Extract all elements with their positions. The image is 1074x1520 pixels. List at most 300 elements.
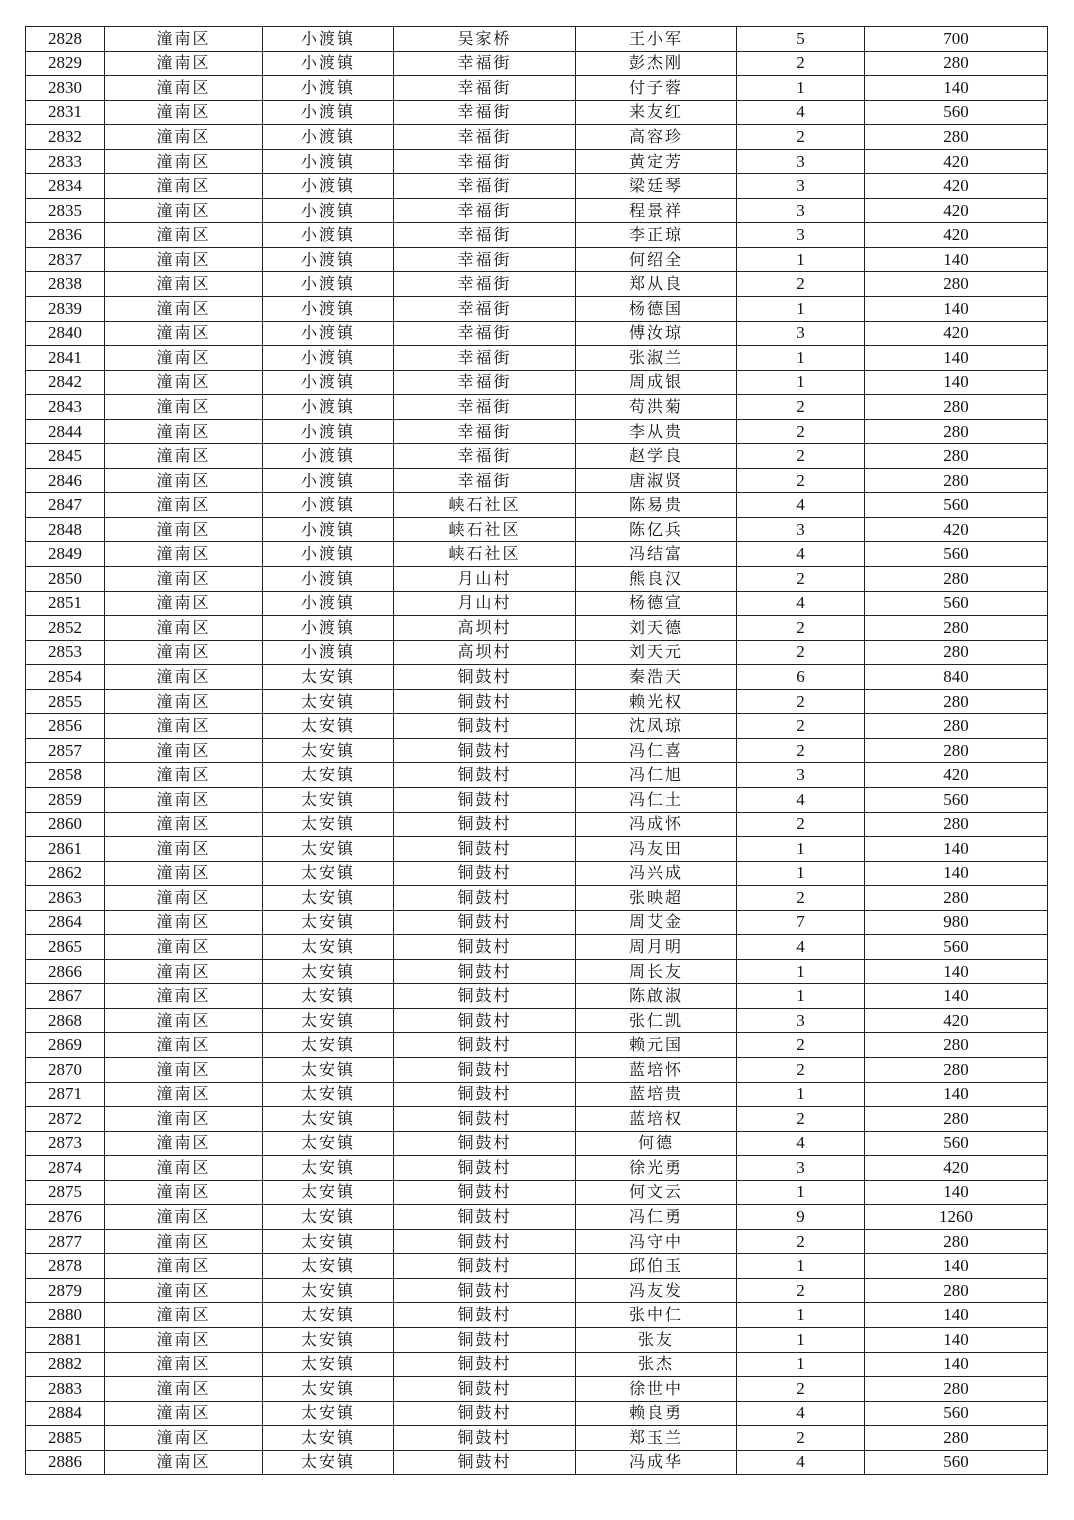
name-cell: 来友红 bbox=[576, 100, 737, 125]
district-cell: 潼南区 bbox=[105, 714, 263, 739]
name-cell: 徐世中 bbox=[576, 1377, 737, 1402]
amount-cell: 420 bbox=[865, 321, 1048, 346]
amount-cell: 140 bbox=[865, 984, 1048, 1009]
name-cell: 刘天元 bbox=[576, 640, 737, 665]
village-cell: 幸福街 bbox=[394, 321, 576, 346]
town-cell: 太安镇 bbox=[263, 1450, 394, 1475]
district-cell: 潼南区 bbox=[105, 247, 263, 272]
table-row bbox=[26, 763, 1048, 788]
data-table bbox=[25, 26, 1048, 1475]
household-size-cell: 2 bbox=[737, 567, 865, 592]
amount-cell: 420 bbox=[865, 1008, 1048, 1033]
district-cell: 潼南区 bbox=[105, 370, 263, 395]
district-cell: 潼南区 bbox=[105, 665, 263, 690]
town-cell: 太安镇 bbox=[263, 861, 394, 886]
name-cell: 蓝培权 bbox=[576, 1107, 737, 1132]
table-row bbox=[26, 591, 1048, 616]
village-cell: 幸福街 bbox=[394, 76, 576, 101]
name-cell: 高容珍 bbox=[576, 125, 737, 150]
village-cell: 幸福街 bbox=[394, 297, 576, 322]
village-cell: 铜鼓村 bbox=[394, 984, 576, 1009]
table-row bbox=[26, 125, 1048, 150]
district-cell: 潼南区 bbox=[105, 27, 263, 52]
name-cell: 刘天德 bbox=[576, 616, 737, 641]
row-number-cell: 2870 bbox=[26, 1057, 105, 1082]
table-row bbox=[26, 1352, 1048, 1377]
amount-cell: 420 bbox=[865, 149, 1048, 174]
amount-cell: 560 bbox=[865, 100, 1048, 125]
town-cell: 小渡镇 bbox=[263, 444, 394, 469]
town-cell: 小渡镇 bbox=[263, 198, 394, 223]
table-row bbox=[26, 1229, 1048, 1254]
name-cell: 梁廷琴 bbox=[576, 174, 737, 199]
name-cell: 何德 bbox=[576, 1131, 737, 1156]
village-cell: 铜鼓村 bbox=[394, 665, 576, 690]
row-number-cell: 2861 bbox=[26, 837, 105, 862]
household-size-cell: 1 bbox=[737, 1303, 865, 1328]
table-row bbox=[26, 1057, 1048, 1082]
amount-cell: 280 bbox=[865, 468, 1048, 493]
name-cell: 杨德宣 bbox=[576, 591, 737, 616]
household-size-cell: 2 bbox=[737, 1057, 865, 1082]
table-row bbox=[26, 689, 1048, 714]
amount-cell: 140 bbox=[865, 1254, 1048, 1279]
row-number-cell: 2851 bbox=[26, 591, 105, 616]
district-cell: 潼南区 bbox=[105, 1131, 263, 1156]
district-cell: 潼南区 bbox=[105, 223, 263, 248]
table-row bbox=[26, 297, 1048, 322]
row-number-cell: 2833 bbox=[26, 149, 105, 174]
district-cell: 潼南区 bbox=[105, 1377, 263, 1402]
village-cell: 铜鼓村 bbox=[394, 1229, 576, 1254]
village-cell: 幸福街 bbox=[394, 444, 576, 469]
district-cell: 潼南区 bbox=[105, 910, 263, 935]
town-cell: 小渡镇 bbox=[263, 223, 394, 248]
amount-cell: 420 bbox=[865, 517, 1048, 542]
amount-cell: 140 bbox=[865, 837, 1048, 862]
table-row bbox=[26, 1205, 1048, 1230]
table-row bbox=[26, 1156, 1048, 1181]
district-cell: 潼南区 bbox=[105, 616, 263, 641]
town-cell: 太安镇 bbox=[263, 1008, 394, 1033]
district-cell: 潼南区 bbox=[105, 1352, 263, 1377]
village-cell: 幸福街 bbox=[394, 346, 576, 371]
village-cell: 幸福街 bbox=[394, 100, 576, 125]
row-number-cell: 2849 bbox=[26, 542, 105, 567]
amount-cell: 280 bbox=[865, 738, 1048, 763]
household-size-cell: 3 bbox=[737, 1156, 865, 1181]
household-size-cell: 4 bbox=[737, 1401, 865, 1426]
row-number-cell: 2832 bbox=[26, 125, 105, 150]
household-size-cell: 1 bbox=[737, 297, 865, 322]
district-cell: 潼南区 bbox=[105, 1082, 263, 1107]
row-number-cell: 2871 bbox=[26, 1082, 105, 1107]
name-cell: 张仁凯 bbox=[576, 1008, 737, 1033]
name-cell: 冯成华 bbox=[576, 1450, 737, 1475]
village-cell: 幸福街 bbox=[394, 125, 576, 150]
household-size-cell: 2 bbox=[737, 738, 865, 763]
district-cell: 潼南区 bbox=[105, 1229, 263, 1254]
town-cell: 太安镇 bbox=[263, 1107, 394, 1132]
amount-cell: 280 bbox=[865, 444, 1048, 469]
table-row bbox=[26, 517, 1048, 542]
town-cell: 太安镇 bbox=[263, 665, 394, 690]
row-number-cell: 2834 bbox=[26, 174, 105, 199]
table-row bbox=[26, 198, 1048, 223]
town-cell: 太安镇 bbox=[263, 812, 394, 837]
row-number-cell: 2875 bbox=[26, 1180, 105, 1205]
household-size-cell: 3 bbox=[737, 321, 865, 346]
amount-cell: 280 bbox=[865, 714, 1048, 739]
row-number-cell: 2828 bbox=[26, 27, 105, 52]
amount-cell: 140 bbox=[865, 346, 1048, 371]
name-cell: 冯兴成 bbox=[576, 861, 737, 886]
row-number-cell: 2838 bbox=[26, 272, 105, 297]
village-cell: 铜鼓村 bbox=[394, 714, 576, 739]
name-cell: 彭杰刚 bbox=[576, 51, 737, 76]
village-cell: 峡石社区 bbox=[394, 493, 576, 518]
table-body bbox=[26, 27, 1048, 1475]
household-size-cell: 1 bbox=[737, 1082, 865, 1107]
row-number-cell: 2860 bbox=[26, 812, 105, 837]
amount-cell: 420 bbox=[865, 223, 1048, 248]
village-cell: 幸福街 bbox=[394, 395, 576, 420]
district-cell: 潼南区 bbox=[105, 1008, 263, 1033]
amount-cell: 560 bbox=[865, 542, 1048, 567]
amount-cell: 280 bbox=[865, 1033, 1048, 1058]
district-cell: 潼南区 bbox=[105, 1033, 263, 1058]
household-size-cell: 4 bbox=[737, 787, 865, 812]
amount-cell: 140 bbox=[865, 1352, 1048, 1377]
row-number-cell: 2866 bbox=[26, 959, 105, 984]
town-cell: 小渡镇 bbox=[263, 346, 394, 371]
district-cell: 潼南区 bbox=[105, 149, 263, 174]
village-cell: 铜鼓村 bbox=[394, 1033, 576, 1058]
household-size-cell: 1 bbox=[737, 1352, 865, 1377]
name-cell: 冯仁土 bbox=[576, 787, 737, 812]
amount-cell: 280 bbox=[865, 616, 1048, 641]
amount-cell: 280 bbox=[865, 1278, 1048, 1303]
town-cell: 小渡镇 bbox=[263, 542, 394, 567]
town-cell: 太安镇 bbox=[263, 689, 394, 714]
village-cell: 幸福街 bbox=[394, 198, 576, 223]
table-row bbox=[26, 567, 1048, 592]
town-cell: 太安镇 bbox=[263, 1033, 394, 1058]
household-size-cell: 1 bbox=[737, 861, 865, 886]
village-cell: 铜鼓村 bbox=[394, 1131, 576, 1156]
amount-cell: 560 bbox=[865, 1401, 1048, 1426]
household-size-cell: 3 bbox=[737, 198, 865, 223]
town-cell: 小渡镇 bbox=[263, 517, 394, 542]
village-cell: 铜鼓村 bbox=[394, 1156, 576, 1181]
district-cell: 潼南区 bbox=[105, 591, 263, 616]
name-cell: 赵学良 bbox=[576, 444, 737, 469]
village-cell: 铜鼓村 bbox=[394, 1008, 576, 1033]
district-cell: 潼南区 bbox=[105, 1205, 263, 1230]
village-cell: 幸福街 bbox=[394, 468, 576, 493]
table-row bbox=[26, 984, 1048, 1009]
village-cell: 高坝村 bbox=[394, 616, 576, 641]
row-number-cell: 2854 bbox=[26, 665, 105, 690]
row-number-cell: 2868 bbox=[26, 1008, 105, 1033]
household-size-cell: 6 bbox=[737, 665, 865, 690]
town-cell: 小渡镇 bbox=[263, 272, 394, 297]
district-cell: 潼南区 bbox=[105, 542, 263, 567]
town-cell: 太安镇 bbox=[263, 910, 394, 935]
table-row bbox=[26, 1254, 1048, 1279]
row-number-cell: 2846 bbox=[26, 468, 105, 493]
village-cell: 铜鼓村 bbox=[394, 1303, 576, 1328]
amount-cell: 1260 bbox=[865, 1205, 1048, 1230]
row-number-cell: 2843 bbox=[26, 395, 105, 420]
town-cell: 太安镇 bbox=[263, 1377, 394, 1402]
district-cell: 潼南区 bbox=[105, 689, 263, 714]
amount-cell: 420 bbox=[865, 763, 1048, 788]
row-number-cell: 2864 bbox=[26, 910, 105, 935]
district-cell: 潼南区 bbox=[105, 1401, 263, 1426]
amount-cell: 140 bbox=[865, 1327, 1048, 1352]
town-cell: 小渡镇 bbox=[263, 100, 394, 125]
amount-cell: 140 bbox=[865, 1180, 1048, 1205]
name-cell: 张杰 bbox=[576, 1352, 737, 1377]
district-cell: 潼南区 bbox=[105, 861, 263, 886]
row-number-cell: 2852 bbox=[26, 616, 105, 641]
amount-cell: 140 bbox=[865, 1303, 1048, 1328]
amount-cell: 280 bbox=[865, 567, 1048, 592]
row-number-cell: 2872 bbox=[26, 1107, 105, 1132]
name-cell: 周长友 bbox=[576, 959, 737, 984]
row-number-cell: 2848 bbox=[26, 517, 105, 542]
town-cell: 小渡镇 bbox=[263, 468, 394, 493]
name-cell: 蓝培怀 bbox=[576, 1057, 737, 1082]
row-number-cell: 2878 bbox=[26, 1254, 105, 1279]
name-cell: 何文云 bbox=[576, 1180, 737, 1205]
village-cell: 铜鼓村 bbox=[394, 1180, 576, 1205]
row-number-cell: 2829 bbox=[26, 51, 105, 76]
amount-cell: 140 bbox=[865, 247, 1048, 272]
town-cell: 小渡镇 bbox=[263, 616, 394, 641]
village-cell: 铜鼓村 bbox=[394, 1327, 576, 1352]
village-cell: 铜鼓村 bbox=[394, 1082, 576, 1107]
amount-cell: 280 bbox=[865, 395, 1048, 420]
village-cell: 铜鼓村 bbox=[394, 1426, 576, 1451]
district-cell: 潼南区 bbox=[105, 444, 263, 469]
district-cell: 潼南区 bbox=[105, 886, 263, 911]
table-row bbox=[26, 174, 1048, 199]
row-number-cell: 2857 bbox=[26, 738, 105, 763]
household-size-cell: 3 bbox=[737, 174, 865, 199]
amount-cell: 280 bbox=[865, 125, 1048, 150]
district-cell: 潼南区 bbox=[105, 1278, 263, 1303]
row-number-cell: 2842 bbox=[26, 370, 105, 395]
table-row bbox=[26, 272, 1048, 297]
town-cell: 小渡镇 bbox=[263, 370, 394, 395]
district-cell: 潼南区 bbox=[105, 837, 263, 862]
row-number-cell: 2859 bbox=[26, 787, 105, 812]
name-cell: 赖良勇 bbox=[576, 1401, 737, 1426]
village-cell: 幸福街 bbox=[394, 149, 576, 174]
table-row bbox=[26, 247, 1048, 272]
village-cell: 铜鼓村 bbox=[394, 910, 576, 935]
name-cell: 张淑兰 bbox=[576, 346, 737, 371]
name-cell: 黄定芳 bbox=[576, 149, 737, 174]
town-cell: 太安镇 bbox=[263, 1156, 394, 1181]
name-cell: 张中仁 bbox=[576, 1303, 737, 1328]
village-cell: 幸福街 bbox=[394, 419, 576, 444]
village-cell: 幸福街 bbox=[394, 223, 576, 248]
household-size-cell: 4 bbox=[737, 1450, 865, 1475]
name-cell: 苟洪菊 bbox=[576, 395, 737, 420]
town-cell: 太安镇 bbox=[263, 1131, 394, 1156]
row-number-cell: 2880 bbox=[26, 1303, 105, 1328]
village-cell: 铜鼓村 bbox=[394, 959, 576, 984]
name-cell: 何绍全 bbox=[576, 247, 737, 272]
district-cell: 潼南区 bbox=[105, 419, 263, 444]
name-cell: 张映超 bbox=[576, 886, 737, 911]
table-row bbox=[26, 935, 1048, 960]
name-cell: 冯守中 bbox=[576, 1229, 737, 1254]
row-number-cell: 2836 bbox=[26, 223, 105, 248]
town-cell: 太安镇 bbox=[263, 1352, 394, 1377]
amount-cell: 280 bbox=[865, 812, 1048, 837]
table-row bbox=[26, 444, 1048, 469]
table-row bbox=[26, 616, 1048, 641]
household-size-cell: 2 bbox=[737, 886, 865, 911]
amount-cell: 560 bbox=[865, 787, 1048, 812]
village-cell: 铜鼓村 bbox=[394, 738, 576, 763]
name-cell: 邱伯玉 bbox=[576, 1254, 737, 1279]
village-cell: 铜鼓村 bbox=[394, 1254, 576, 1279]
household-size-cell: 7 bbox=[737, 910, 865, 935]
town-cell: 太安镇 bbox=[263, 714, 394, 739]
household-size-cell: 1 bbox=[737, 984, 865, 1009]
household-size-cell: 2 bbox=[737, 395, 865, 420]
table-row bbox=[26, 1082, 1048, 1107]
row-number-cell: 2881 bbox=[26, 1327, 105, 1352]
row-number-cell: 2877 bbox=[26, 1229, 105, 1254]
household-size-cell: 1 bbox=[737, 370, 865, 395]
name-cell: 赖元国 bbox=[576, 1033, 737, 1058]
name-cell: 蓝培贵 bbox=[576, 1082, 737, 1107]
table-row bbox=[26, 910, 1048, 935]
household-size-cell: 2 bbox=[737, 468, 865, 493]
table-row bbox=[26, 1377, 1048, 1402]
village-cell: 铜鼓村 bbox=[394, 861, 576, 886]
name-cell: 王小军 bbox=[576, 27, 737, 52]
amount-cell: 140 bbox=[865, 297, 1048, 322]
town-cell: 太安镇 bbox=[263, 763, 394, 788]
row-number-cell: 2873 bbox=[26, 1131, 105, 1156]
row-number-cell: 2863 bbox=[26, 886, 105, 911]
row-number-cell: 2839 bbox=[26, 297, 105, 322]
district-cell: 潼南区 bbox=[105, 640, 263, 665]
amount-cell: 280 bbox=[865, 1229, 1048, 1254]
village-cell: 铜鼓村 bbox=[394, 837, 576, 862]
town-cell: 太安镇 bbox=[263, 1426, 394, 1451]
row-number-cell: 2855 bbox=[26, 689, 105, 714]
district-cell: 潼南区 bbox=[105, 100, 263, 125]
district-cell: 潼南区 bbox=[105, 174, 263, 199]
row-number-cell: 2847 bbox=[26, 493, 105, 518]
district-cell: 潼南区 bbox=[105, 1450, 263, 1475]
district-cell: 潼南区 bbox=[105, 76, 263, 101]
row-number-cell: 2886 bbox=[26, 1450, 105, 1475]
district-cell: 潼南区 bbox=[105, 1156, 263, 1181]
amount-cell: 280 bbox=[865, 1107, 1048, 1132]
row-number-cell: 2865 bbox=[26, 935, 105, 960]
household-size-cell: 3 bbox=[737, 149, 865, 174]
amount-cell: 560 bbox=[865, 1131, 1048, 1156]
row-number-cell: 2879 bbox=[26, 1278, 105, 1303]
amount-cell: 280 bbox=[865, 1057, 1048, 1082]
row-number-cell: 2882 bbox=[26, 1352, 105, 1377]
table-row bbox=[26, 468, 1048, 493]
village-cell: 峡石社区 bbox=[394, 517, 576, 542]
row-number-cell: 2858 bbox=[26, 763, 105, 788]
amount-cell: 700 bbox=[865, 27, 1048, 52]
village-cell: 铜鼓村 bbox=[394, 812, 576, 837]
name-cell: 张友 bbox=[576, 1327, 737, 1352]
amount-cell: 280 bbox=[865, 689, 1048, 714]
village-cell: 幸福街 bbox=[394, 51, 576, 76]
amount-cell: 560 bbox=[865, 591, 1048, 616]
district-cell: 潼南区 bbox=[105, 1107, 263, 1132]
village-cell: 铜鼓村 bbox=[394, 886, 576, 911]
table-row bbox=[26, 346, 1048, 371]
village-cell: 幸福街 bbox=[394, 247, 576, 272]
household-size-cell: 3 bbox=[737, 1008, 865, 1033]
amount-cell: 560 bbox=[865, 493, 1048, 518]
amount-cell: 140 bbox=[865, 1082, 1048, 1107]
table-row bbox=[26, 27, 1048, 52]
district-cell: 潼南区 bbox=[105, 763, 263, 788]
district-cell: 潼南区 bbox=[105, 346, 263, 371]
row-number-cell: 2845 bbox=[26, 444, 105, 469]
district-cell: 潼南区 bbox=[105, 1057, 263, 1082]
table-row bbox=[26, 493, 1048, 518]
village-cell: 铜鼓村 bbox=[394, 1205, 576, 1230]
row-number-cell: 2850 bbox=[26, 567, 105, 592]
name-cell: 秦浩天 bbox=[576, 665, 737, 690]
district-cell: 潼南区 bbox=[105, 1180, 263, 1205]
district-cell: 潼南区 bbox=[105, 787, 263, 812]
household-size-cell: 3 bbox=[737, 223, 865, 248]
table-row bbox=[26, 149, 1048, 174]
name-cell: 程景祥 bbox=[576, 198, 737, 223]
village-cell: 幸福街 bbox=[394, 174, 576, 199]
name-cell: 郑从良 bbox=[576, 272, 737, 297]
household-size-cell: 3 bbox=[737, 517, 865, 542]
amount-cell: 560 bbox=[865, 1450, 1048, 1475]
row-number-cell: 2885 bbox=[26, 1426, 105, 1451]
town-cell: 小渡镇 bbox=[263, 174, 394, 199]
district-cell: 潼南区 bbox=[105, 567, 263, 592]
district-cell: 潼南区 bbox=[105, 517, 263, 542]
row-number-cell: 2876 bbox=[26, 1205, 105, 1230]
name-cell: 冯结富 bbox=[576, 542, 737, 567]
district-cell: 潼南区 bbox=[105, 321, 263, 346]
name-cell: 赖光权 bbox=[576, 689, 737, 714]
household-size-cell: 2 bbox=[737, 51, 865, 76]
row-number-cell: 2837 bbox=[26, 247, 105, 272]
row-number-cell: 2835 bbox=[26, 198, 105, 223]
household-size-cell: 2 bbox=[737, 640, 865, 665]
amount-cell: 420 bbox=[865, 198, 1048, 223]
row-number-cell: 2867 bbox=[26, 984, 105, 1009]
amount-cell: 280 bbox=[865, 1426, 1048, 1451]
amount-cell: 140 bbox=[865, 959, 1048, 984]
amount-cell: 140 bbox=[865, 76, 1048, 101]
